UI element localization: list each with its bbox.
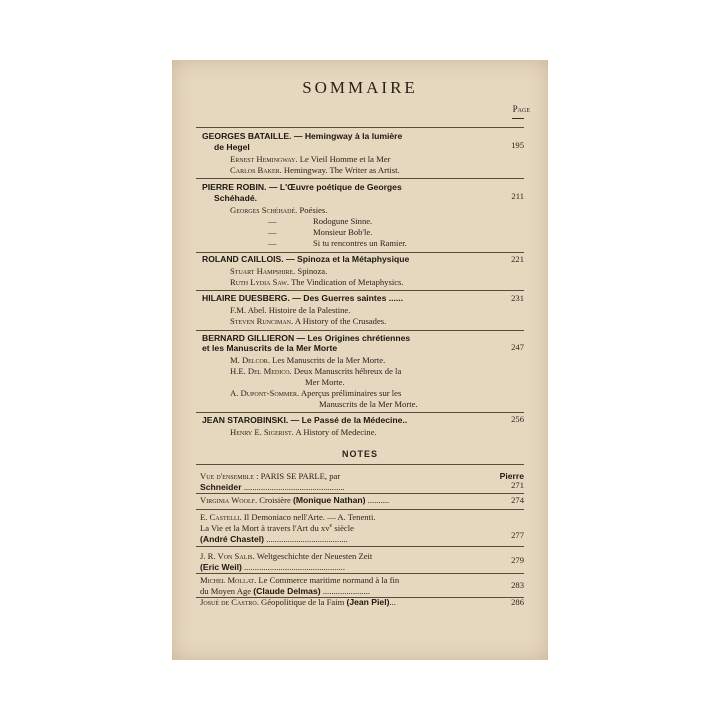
reference-author: Steven Runciman. xyxy=(230,316,294,326)
reference-author: Georges Schéhadé. xyxy=(230,205,298,215)
note-line xyxy=(200,523,354,533)
section-title: — L'Œuvre poétique de Georges xyxy=(268,182,402,192)
leader-dots: ... xyxy=(389,597,396,607)
reference-author: A. Dupont-Sommer. xyxy=(230,388,300,398)
note-text: Géopolitique de la Faim xyxy=(261,597,345,607)
note-reviewer: (Monique Nathan) xyxy=(292,495,366,505)
section-title: — Hemingway à la lumière xyxy=(293,131,403,141)
reference-author: Stuart Hampshire. xyxy=(230,266,296,276)
divider xyxy=(196,127,524,128)
reference-author: M. Delcor. xyxy=(230,355,270,365)
note-author: Michel Mollat. xyxy=(200,575,257,585)
reference-work: Les Manuscrits de la Mer Morte. xyxy=(272,355,386,365)
divider xyxy=(196,546,524,547)
reference-work: Monsieur Bob'le. xyxy=(313,227,373,237)
section-author: ROLAND CAILLOIS. xyxy=(202,254,284,264)
note-text: Croisière xyxy=(259,495,291,505)
note-author: J. R. Von Salis. xyxy=(200,551,255,561)
divider xyxy=(196,178,524,179)
reference-work: A History of the Crusades. xyxy=(294,316,387,326)
reference-line xyxy=(230,366,401,376)
section-page: 211 xyxy=(511,191,524,201)
reference-line xyxy=(230,205,327,215)
note-text: Il Demoniaco nell'Arte. — A. Tenenti. xyxy=(243,512,376,522)
note-label: Vue d'ensemble xyxy=(200,471,254,481)
reference-work: Spinoza. xyxy=(297,266,328,276)
section-author: GEORGES BATAILLE. xyxy=(202,131,292,141)
note-line xyxy=(200,482,345,492)
note-line xyxy=(200,575,399,585)
note-reviewer: Pierre xyxy=(499,471,524,481)
reference-line xyxy=(230,154,390,164)
leader-dots: .......... xyxy=(367,495,390,505)
section-page: 247 xyxy=(511,342,524,352)
divider xyxy=(196,464,524,465)
divider xyxy=(196,509,524,510)
section-3-heading xyxy=(202,254,409,264)
reference-line xyxy=(230,305,350,315)
note-reviewer: (André Chastel) xyxy=(200,534,264,544)
section-title: — Les Origines chrétiennes xyxy=(296,333,411,343)
reference-work: Hemingway. The Writer as Artist. xyxy=(283,165,400,175)
note-text: Weltgeschichte der Neuesten Zeit xyxy=(256,551,373,561)
reference-work: Si tu rencontres un Ramier. xyxy=(313,238,407,248)
note-page: 277 xyxy=(511,530,524,540)
leader-dots: ...................... xyxy=(322,586,371,596)
reference-work: Deux Manuscrits hébreux de la xyxy=(293,366,402,376)
section-title-cont: Schéhadé. xyxy=(214,193,257,203)
section-page: 195 xyxy=(511,140,524,150)
note-author: Josué de Castro. xyxy=(200,597,259,607)
note-reviewer: Schneider xyxy=(200,482,242,492)
divider xyxy=(196,412,524,413)
divider xyxy=(196,493,524,494)
note-line xyxy=(200,471,340,481)
reference-line xyxy=(230,165,400,175)
note-line xyxy=(200,562,345,572)
reference-work-cont: Manuscrits de la Mer Morte. xyxy=(319,399,418,409)
section-page: 221 xyxy=(511,254,524,264)
section-author: JEAN STAROBINSKI. xyxy=(202,415,289,425)
section-6-heading xyxy=(202,415,407,425)
section-4-heading xyxy=(202,293,403,303)
note-page: 271 xyxy=(511,480,524,490)
section-author: BERNARD GILLIERON xyxy=(202,333,295,343)
reference-work: The Vindication of Metaphysics. xyxy=(291,277,404,287)
section-title-cont: de Hegel xyxy=(214,142,250,152)
note-text: : PARIS SE PARLE, par xyxy=(256,471,341,481)
section-author: PIERRE ROBIN. xyxy=(202,182,267,192)
reference-work: Aperçus préliminaires sur les xyxy=(300,388,402,398)
divider xyxy=(196,252,524,253)
page-header-rule xyxy=(512,118,524,119)
section-author: HILAIRE DUESBERG. xyxy=(202,293,290,303)
note-text: Le Commerce maritime normand à la fin xyxy=(258,575,400,585)
section-title: — Le Passé de la Médecine.. xyxy=(290,415,408,425)
reference-work: Histoire de la Palestine. xyxy=(268,305,351,315)
note-page: 286 xyxy=(511,597,524,607)
page-title: SOMMAIRE xyxy=(302,78,418,97)
page-column-header: Page xyxy=(512,104,530,114)
note-page: 279 xyxy=(511,555,524,565)
note-text: siècle xyxy=(334,523,354,533)
note-line xyxy=(200,597,396,607)
note-reviewer: (Eric Weil) xyxy=(200,562,242,572)
note-page: 274 xyxy=(511,495,524,505)
reference-author: F.M. Abel. xyxy=(230,305,267,315)
reference-line xyxy=(230,266,327,276)
section-title: — Des Guerres saintes ...... xyxy=(292,293,404,303)
reference-work-cont: Mer Morte. xyxy=(305,377,345,387)
section-5-heading xyxy=(202,333,410,343)
leader-dots: ...................................... xyxy=(266,534,348,544)
reference-author: Carlos Baker. xyxy=(230,165,282,175)
reference-line xyxy=(230,277,404,287)
leader-dots: ............................................... xyxy=(243,482,345,492)
note-line xyxy=(200,512,376,522)
note-text: du Moyen Age xyxy=(200,586,252,596)
note-line xyxy=(200,495,389,505)
leader-dots: ............................................... xyxy=(244,562,346,572)
reference-line xyxy=(230,316,386,326)
note-page: 283 xyxy=(511,580,524,590)
ditto-dash: — xyxy=(268,216,277,226)
note-reviewer: (Jean Piel) xyxy=(346,597,390,607)
note-author: Virginia Woolf. xyxy=(200,495,258,505)
reference-author: Henry E. Sigerist. xyxy=(230,427,294,437)
ditto-dash: — xyxy=(268,238,277,248)
notes-title: NOTES xyxy=(341,449,378,459)
note-reviewer: (Claude Delmas) xyxy=(253,586,321,596)
reference-author: Ernest Hemingway. xyxy=(230,154,298,164)
reference-work: A History of Medecine. xyxy=(295,427,377,437)
book-page xyxy=(172,60,548,660)
note-line xyxy=(200,586,370,596)
reference-line xyxy=(230,388,401,398)
divider xyxy=(196,290,524,291)
note-text: La Vie et la Mort à travers l'Art du xv xyxy=(200,523,330,533)
section-page: 256 xyxy=(511,414,524,424)
divider xyxy=(196,330,524,331)
reference-author: Ruth Lydia Saw. xyxy=(230,277,290,287)
divider xyxy=(196,573,524,574)
section-1-heading xyxy=(202,131,402,141)
reference-author: H.E. Del Medico. xyxy=(230,366,292,376)
reference-work: Le Vieil Homme et la Mer xyxy=(299,154,391,164)
note-author: E. Castelli. xyxy=(200,512,242,522)
note-line xyxy=(200,534,348,544)
note-line xyxy=(200,551,372,561)
reference-work: Rodogune Sinne. xyxy=(313,216,373,226)
reference-line xyxy=(230,427,377,437)
section-2-heading xyxy=(202,182,402,192)
reference-work: Poésies. xyxy=(299,205,328,215)
section-title: — Spinoza et la Métaphysique xyxy=(286,254,410,264)
section-title-cont: et les Manuscrits de la Mer Morte xyxy=(202,343,338,353)
note-superscript: e xyxy=(329,523,333,530)
ditto-dash: — xyxy=(268,227,277,237)
reference-line xyxy=(230,355,385,365)
section-page: 231 xyxy=(511,293,524,303)
